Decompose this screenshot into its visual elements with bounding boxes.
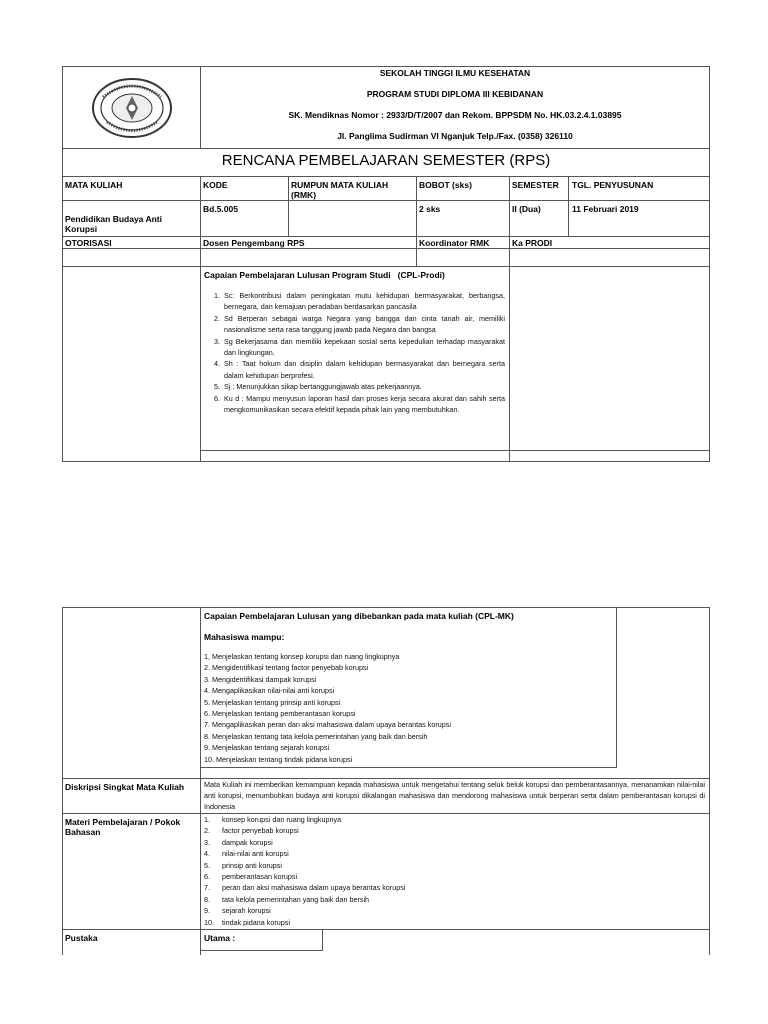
materi-item: 2. factor penyebab korupsi [204,826,299,836]
decree-text: SK. Mendiknas Nomor : 2933/D/T/2007 dan Rekom. BPPSDM No. HK.03.2.4.1.03895 [288,110,622,120]
cpl-mk-item: 8. Menjelaskan tentang tata kelola pemerintahan yang baik dan bersih [204,731,428,741]
cpl-mk-item: 7. Mengaplikasikan peran dan aksi mahasiswa dalam upaya berantas korupsi [204,720,451,730]
pustaka-label: Pustaka [65,933,98,943]
cpl-mk-item: 9. Menjelaskan tentang sejarah korupsi [204,743,330,753]
value-tgl-penyusunan: 11 Februari 2019 [572,204,639,214]
cpl-prodi-item: 1. Sc: Berkontribusi dalam peningkatan mutu kehidupan bermasyarakat, berbangsa, bernegara, dan kemajuan peradaban berdasarkan pancasila [222,290,505,313]
cpl-mk-item: 10. Menjelaskan tentang tindak pidana korupsi [204,754,353,764]
cpl-mk-item: 5. Menjelaskan tentang prinsip anti korupsi [204,697,341,707]
page-title: RENCANA PEMBELAJARAN SEMESTER (RPS) [221,152,551,169]
materi-item: 8. tata kelola pemerintahan yang baik dan bersih [204,894,370,904]
materi-item: 7. peran dan aksi mahasiswa dalam upaya berantas korupsi [204,883,406,893]
otorisasi-koordinator: Koordinator RMK [419,238,490,248]
header-mata-kuliah: MATA KULIAH [65,180,123,190]
cpl-mk-item: 1, Menjelaskan tentang konsep korupsi dan ruang lingkupnya [204,652,400,661]
otorisasi-label: OTORISASI [65,238,112,248]
materi-item: 9. sejarah korupsi [204,906,271,916]
value-semester: II (Dua) [512,204,541,214]
cpl-mk-item: 2. Mengidentifikasi tentang factor penyebab korupsi [204,663,369,673]
materi-item: 10. tindak pidana korupsi [204,917,290,927]
header-kode: KODE [203,180,228,190]
cpl-prodi-item: 2. Sd Berperan sebagai warga Negara yang bangga dan cinta tanah air, memiliki nasionalisme serta rasa tanggung jawab pada Negara dan bangsa [222,313,505,336]
otorisasi-dosen: Dosen Pengembang RPS [203,238,305,248]
header-tgl-penyusunan: TGL. PENYUSUNAN [572,180,654,190]
otorisasi-kaprodi: Ka PRODI [512,238,553,248]
cpl-mk-item: 4. Mengaplikasikan nilai-nilai anti korupsi [204,686,335,696]
header-rumpun: RUMPUN MATA KULIAH (RMK) [291,180,389,200]
cpl-prodi-item: 5. Sj : Menunjukkan sikap bertanggungjawab atas pekerjaannya. [222,381,505,392]
materi-label: Materi Pembelajaran / Pokok Bahasan [65,817,181,837]
value-kode: Bd.5.005 [203,204,238,214]
address-text: Jl. Panglima Sudirman VI Nganjuk Telp./Fax. (0358) 326110 [337,131,573,141]
pustaka-utama: Utama : [204,933,236,943]
materi-item: 3. dampak korupsi [204,837,273,847]
institution-name: SEKOLAH TINGGI ILMU KESEHATAN [379,68,531,78]
cpl-prodi-list [204,290,505,415]
program-name: PROGRAM STUDI DIPLOMA III KEBIDANAN [366,89,544,99]
cpl-mk-heading: Capaian Pembelajaran Lulusan yang dibebankan pada mata kuliah (CPL-MK) [204,611,514,621]
deskripsi-text: Mata Kuliah ini memberikan kemampuan kepada mahasiswa untuk mengetahui tentang seluk beluk korupsi dan pemberantasannya, menanamkan nilai-nilai anti korupsi, menumbuhkan budaya anti korupsi dikalangan mahasiswa dan mendorong mahasiswa untuk berperan serta dalam pemberantasan korupsi di Indonesia [204,780,705,811]
materi-list [204,814,405,928]
materi-item: 1. konsep korupsi dan ruang lingkupnya [204,815,342,824]
header-semester: SEMESTER [512,180,559,190]
cpl-prodi-item: 4. Sh : Taat hokum dan disiplin dalam kehidupan bermasyarakat dan bernegara serta dalam kehidupan berprofesi. [222,358,505,381]
institution-logo [91,77,173,139]
cpl-prodi-item: 6. Ku d : Mampu menyusun laporan hasil dan proses kerja secara akurat dan sahih serta mengkomunikasikan secara efektif kepada pihak lain yang membutuhkan. [222,393,505,416]
materi-item: 6. pemberantasan korupsi [204,872,298,882]
value-mata-kuliah: Pendidikan Budaya Anti Korupsi [65,214,162,234]
header-bobot: BOBOT (sks) [419,180,472,190]
cpl-prodi-heading: Capaian Pembelajaran Lulusan Program Studi (CPL-Prodi) [204,270,445,280]
materi-item: 5. prinsip anti korupsi [204,860,282,870]
cpl-mk-list [204,651,451,765]
deskripsi-label: Diskripsi Singkat Mata Kuliah [65,782,185,792]
materi-item: 4. nilai-nilai anti korupsi [204,849,289,859]
cpl-mk-item: 3. Mengidentifikasi dampak korupsi [204,674,317,684]
value-bobot: 2 sks [419,204,441,214]
cpl-prodi-item: 3. Sg Bekerjasama dan memiliki kepekaan sosial serta kepedulian terhadap masyarakat dan lingkungan. [222,336,505,359]
cpl-mk-item: 6. Menjelaskan tentang pemberantasan korupsi [204,709,356,719]
cpl-mk-subheading: Mahasiswa mampu: [204,632,285,642]
